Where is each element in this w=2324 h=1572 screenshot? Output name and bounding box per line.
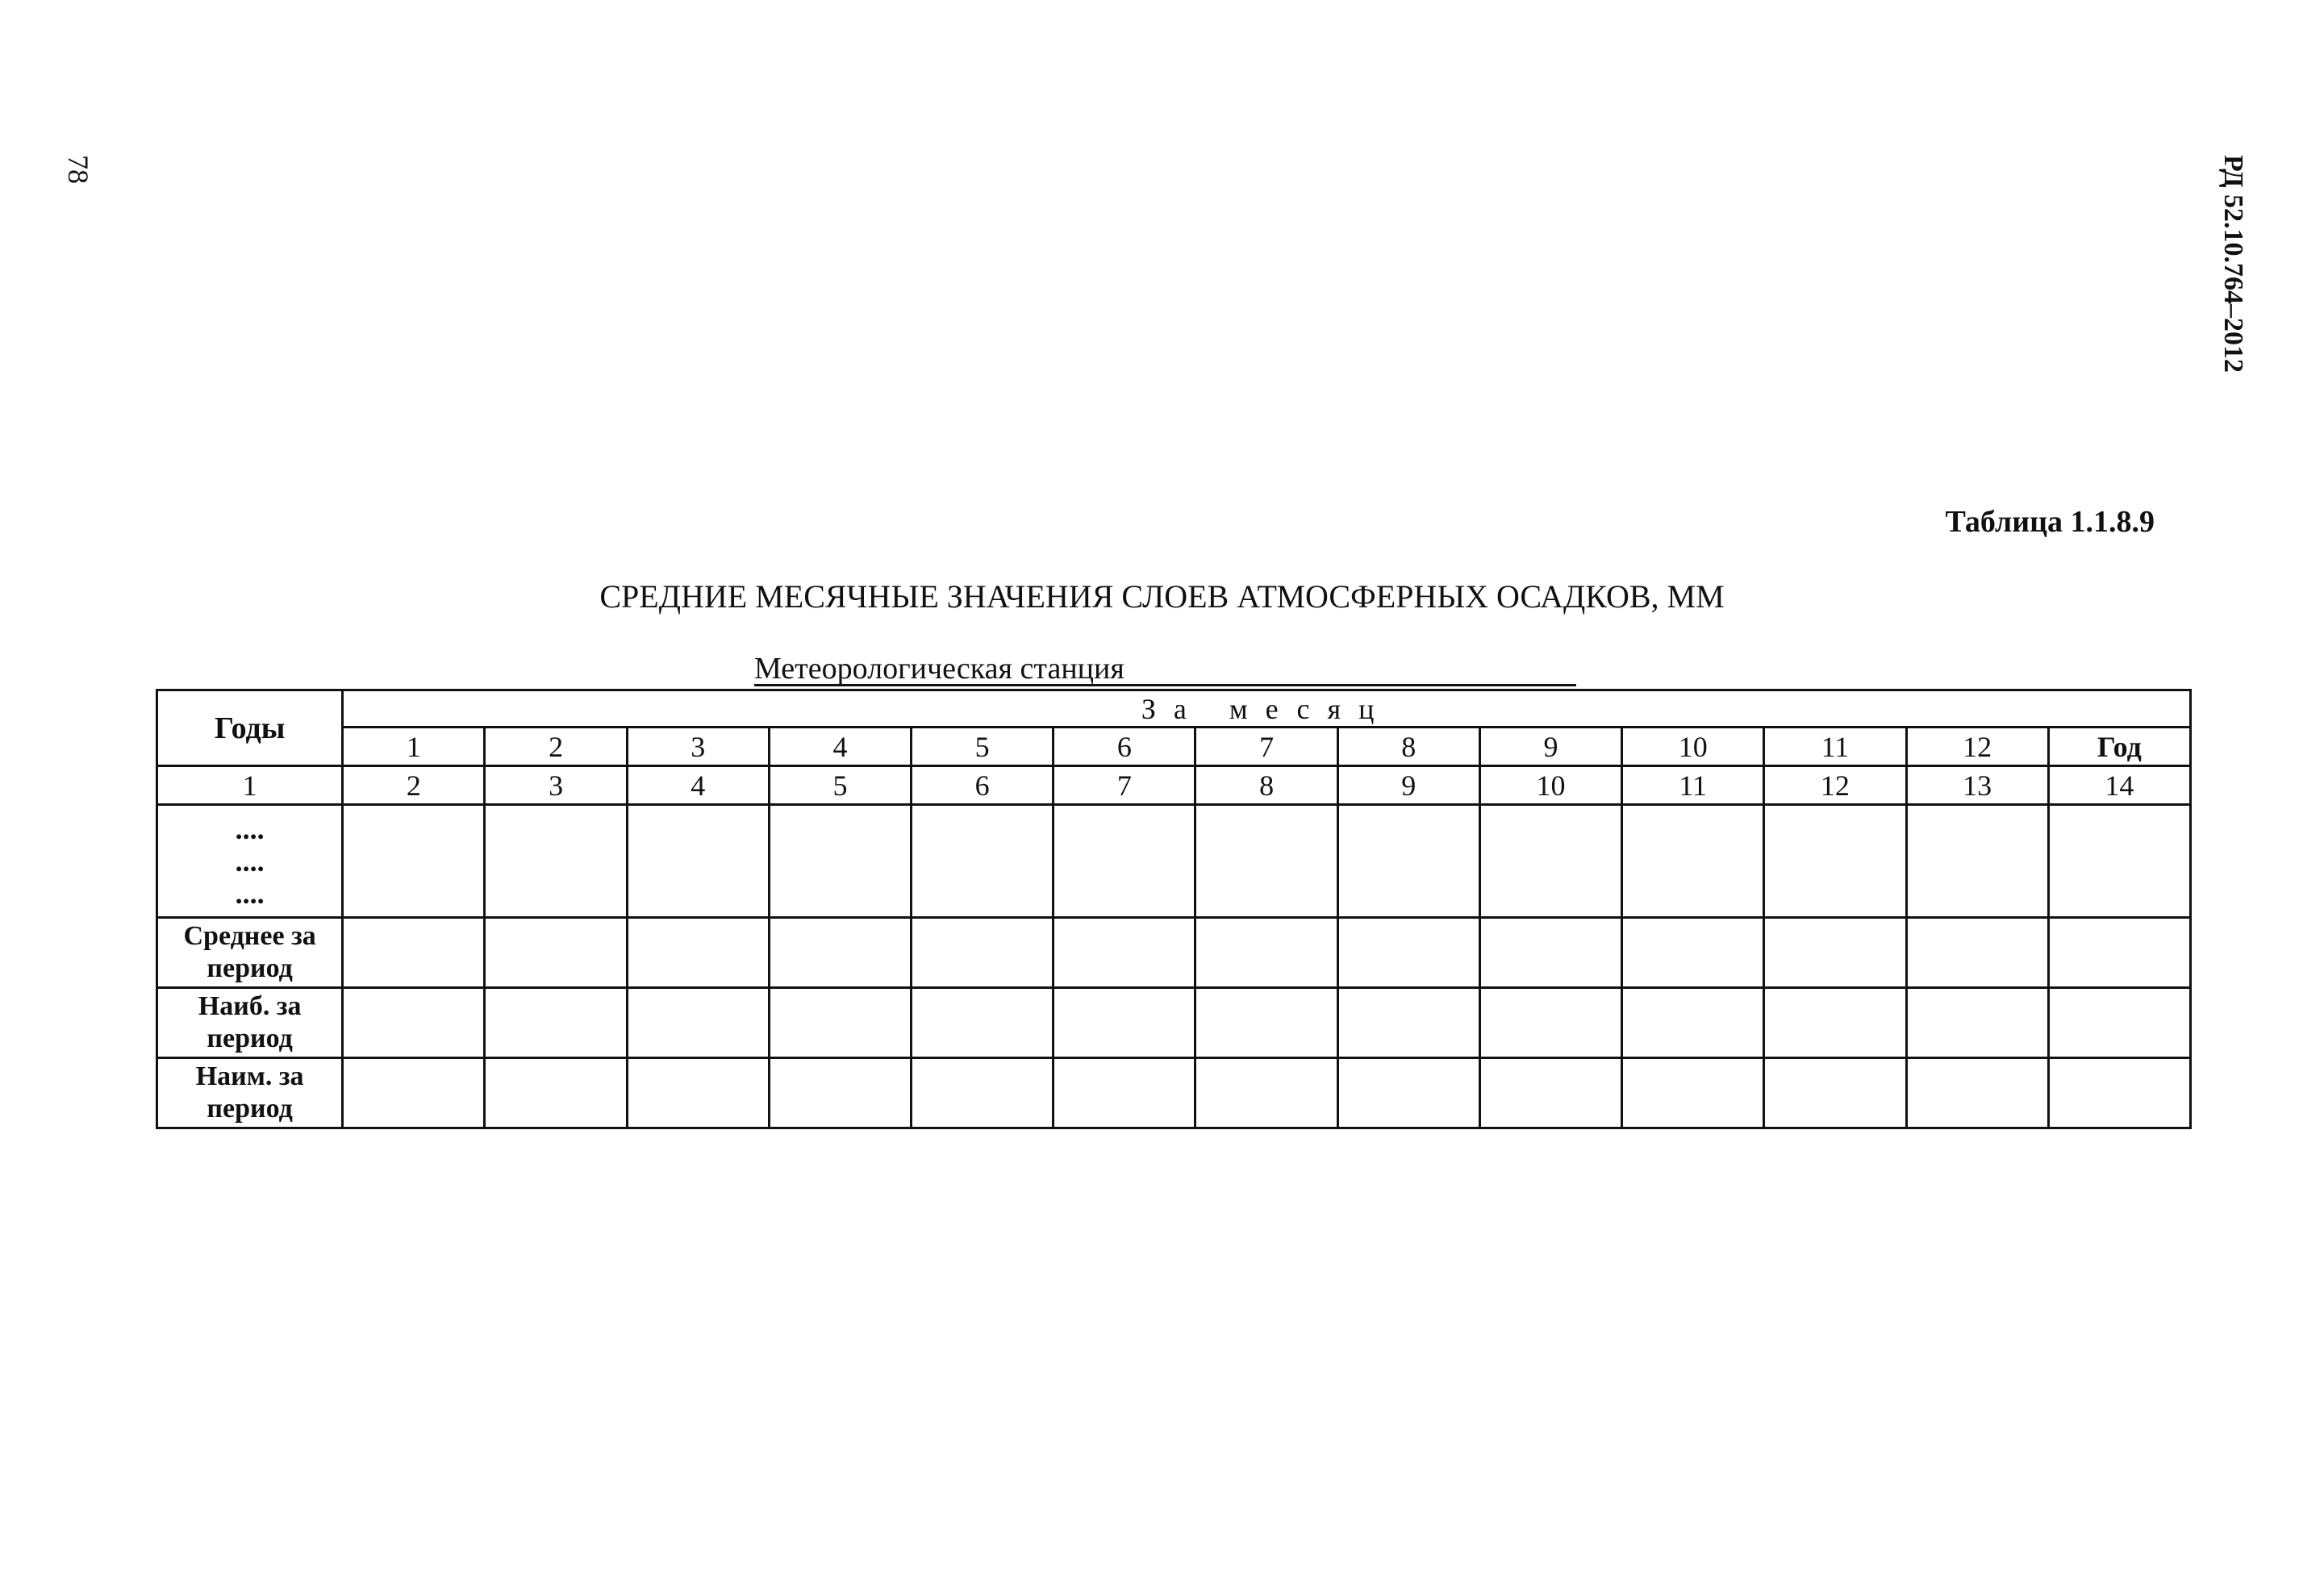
header-row-top: [157, 690, 2191, 728]
empty-cell: [1479, 918, 1621, 988]
col-header-month: 1: [343, 728, 485, 766]
empty-cell: [769, 805, 911, 918]
empty-cell: [2048, 918, 2190, 988]
col-number: 5: [769, 766, 911, 805]
empty-cell: [1337, 988, 1479, 1058]
row-label: [157, 1058, 343, 1128]
column-number-row: [157, 766, 2191, 805]
empty-cell: [1479, 988, 1621, 1058]
col-number: 1: [157, 766, 343, 805]
years-placeholder-cell: [157, 805, 343, 918]
row-label-line: Наиб. за: [198, 991, 302, 1021]
empty-cell: [627, 988, 769, 1058]
empty-cell: [1622, 918, 1764, 988]
document-code: РД 52.10.764–2012: [2218, 155, 2248, 373]
col-number: 3: [485, 766, 627, 805]
table-title: СРЕДНИЕ МЕСЯЧНЫЕ ЗНАЧЕНИЯ СЛОЕВ АТМОСФЕРНЫХ ОСАДКОВ, ММ: [599, 578, 1725, 615]
empty-cell: [485, 918, 627, 988]
row-label-line: Среднее за: [183, 921, 316, 951]
col-number: 8: [1195, 766, 1337, 805]
col-number: 9: [1337, 766, 1479, 805]
placeholder-dots: ....: [235, 877, 265, 910]
empty-cell: [343, 918, 485, 988]
page-number: 78: [62, 155, 94, 184]
empty-cell: [1054, 1058, 1195, 1128]
row-label: [157, 988, 343, 1058]
col-header-month: 6: [1054, 728, 1195, 766]
empty-cell: [2048, 1058, 2190, 1128]
placeholder-dots: ....: [235, 844, 265, 878]
station-label: Метеорологическая станция: [754, 653, 1576, 686]
col-number: 10: [1479, 766, 1621, 805]
col-number: 2: [343, 766, 485, 805]
empty-cell: [627, 918, 769, 988]
col-header-month: 2: [485, 728, 627, 766]
data-rows-placeholder: [157, 805, 2191, 918]
empty-cell: [1054, 918, 1195, 988]
empty-cell: [769, 918, 911, 988]
empty-cell: [343, 1058, 485, 1128]
col-header-month: 4: [769, 728, 911, 766]
empty-cell: [769, 988, 911, 1058]
summary-row-mean: [157, 918, 2191, 988]
empty-cell: [1764, 918, 1906, 988]
summary-row-max: [157, 988, 2191, 1058]
empty-cell: [1479, 805, 1621, 918]
empty-cell: [1906, 1058, 2048, 1128]
col-number: 6: [912, 766, 1054, 805]
col-header-month: 7: [1195, 728, 1337, 766]
col-header-year: Год: [2048, 728, 2190, 766]
precipitation-table: [156, 689, 2192, 1129]
table-number: Таблица 1.1.8.9: [1945, 505, 2155, 539]
empty-cell: [485, 805, 627, 918]
col-header-month: 5: [912, 728, 1054, 766]
header-row-months: [157, 728, 2191, 766]
empty-cell: [1906, 988, 2048, 1058]
empty-cell: [1054, 805, 1195, 918]
empty-cell: [769, 1058, 911, 1128]
col-header-month: 11: [1764, 728, 1906, 766]
empty-cell: [1622, 988, 1764, 1058]
empty-cell: [1764, 988, 1906, 1058]
empty-cell: [1195, 918, 1337, 988]
empty-cell: [912, 918, 1054, 988]
col-header-month: 10: [1622, 728, 1764, 766]
empty-cell: [1906, 805, 2048, 918]
month-span-header: За месяц: [343, 690, 2191, 728]
empty-cell: [2048, 988, 2190, 1058]
col-header-month: 12: [1906, 728, 2048, 766]
empty-cell: [1337, 918, 1479, 988]
empty-cell: [1195, 988, 1337, 1058]
row-label-line: Наим. за: [195, 1061, 304, 1091]
years-header: Годы: [157, 690, 343, 766]
empty-cell: [912, 805, 1054, 918]
empty-cell: [1479, 1058, 1621, 1128]
col-header-month: 9: [1479, 728, 1621, 766]
empty-cell: [912, 1058, 1054, 1128]
empty-cell: [485, 1058, 627, 1128]
col-number: 14: [2048, 766, 2190, 805]
empty-cell: [1337, 805, 1479, 918]
col-header-month: 8: [1337, 728, 1479, 766]
row-label-line: период: [207, 1024, 293, 1053]
empty-cell: [627, 805, 769, 918]
summary-row-min: [157, 1058, 2191, 1128]
col-number: 13: [1906, 766, 2048, 805]
empty-cell: [1906, 918, 2048, 988]
empty-cell: [627, 1058, 769, 1128]
empty-cell: [2048, 805, 2190, 918]
empty-cell: [1195, 805, 1337, 918]
col-number: 4: [627, 766, 769, 805]
empty-cell: [912, 988, 1054, 1058]
empty-cell: [1622, 1058, 1764, 1128]
empty-cell: [1195, 1058, 1337, 1128]
row-label-line: период: [207, 1094, 293, 1124]
col-number: 12: [1764, 766, 1906, 805]
col-header-month: 3: [627, 728, 769, 766]
row-label: [157, 918, 343, 988]
placeholder-dots: ....: [235, 812, 265, 845]
empty-cell: [1337, 1058, 1479, 1128]
empty-cell: [1764, 805, 1906, 918]
empty-cell: [485, 988, 627, 1058]
row-label-line: период: [207, 953, 293, 983]
col-number: 11: [1622, 766, 1764, 805]
empty-cell: [1764, 1058, 1906, 1128]
empty-cell: [343, 988, 485, 1058]
empty-cell: [1622, 805, 1764, 918]
empty-cell: [1054, 988, 1195, 1058]
col-number: 7: [1054, 766, 1195, 805]
empty-cell: [343, 805, 485, 918]
